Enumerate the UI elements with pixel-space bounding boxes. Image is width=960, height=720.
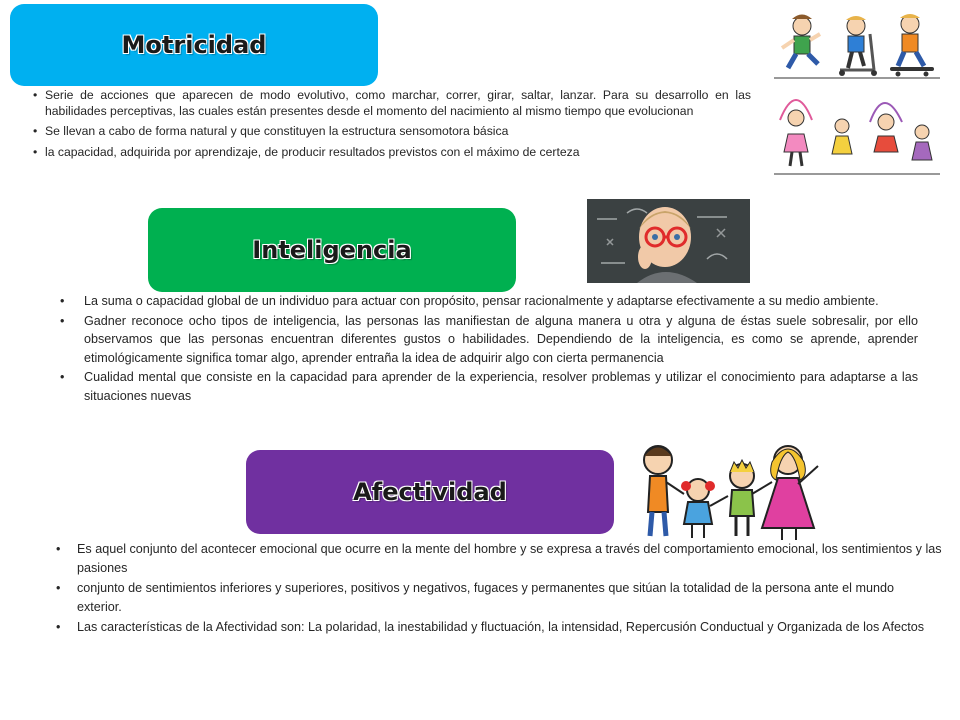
motricidad-header	[10, 4, 378, 86]
boy-thinking-image	[587, 199, 750, 283]
motricidad-title: Motricidad	[121, 31, 267, 59]
afectividad-list	[56, 540, 942, 639]
list-item: • La suma o capacidad global de un individuo para actuar con propósito, pensar racionalmente y adaptarse efectivamente a su medio ambiente.	[60, 294, 879, 308]
afectividad-header	[246, 450, 614, 534]
list-item: • Cualidad mental que consiste en la capacidad para aprender de la experiencia, resolver problemas y utilizar el conocimiento para adaptarse a las situaciones nuevas	[60, 370, 918, 403]
inteligencia-title: Inteligencia	[252, 236, 412, 264]
list-item: • Gadner reconoce ocho tipos de inteligencia, las personas las manifiestan de alguna manera u otra y alguna de éstas suele sobresalir, por ello observamos que las personas encuentran diferentes gustos o habilidades. Dependiendo de la inteligencia, es como se aprende, aprender etimológicamente significa tomar algo, aprender entraña la idea de adquirir algo con cierta permanencia	[60, 313, 918, 365]
list-item: • Es aquel conjunto del acontecer emocional que ocurre en la mente del hombre y se expresa a través del comportamiento emocional, los sentimientos y las pasiones	[56, 542, 942, 575]
list-item: • conjunto de sentimientos inferiores y superiores, positivos y negativos, fugaces y permanentes que sitúan la totalidad de la persona ante el mundo exterior.	[56, 581, 894, 614]
list-item: • Serie de acciones que aparecen de modo evolutivo, como marchar, correr, girar, saltar, lanzar. Para su desarrollo en las habilidades perceptivas, las cuales están presentes desde el momento del nacimiento al mismo tiempo que evolucionan	[33, 88, 751, 118]
afectividad-title: Afectividad	[353, 478, 507, 506]
inteligencia-header	[148, 208, 516, 292]
list-item: • Las características de la Afectividad son: La polaridad, la inestabilidad y fluctuación, la intensidad, Repercusión Conductual y Organizada de los Afectos	[56, 620, 925, 634]
list-item: • Se llevan a cabo de forma natural y que constituyen la estructura sensomotora básica	[33, 124, 509, 138]
list-item: • la capacidad, adquirida por aprendizaje, de producir resultados previstos con el máximo de certeza	[33, 144, 580, 159]
inteligencia-list	[60, 292, 918, 406]
kids-holding-hands-image	[636, 436, 826, 542]
kids-motion-image	[774, 10, 940, 180]
motricidad-list	[33, 88, 751, 165]
